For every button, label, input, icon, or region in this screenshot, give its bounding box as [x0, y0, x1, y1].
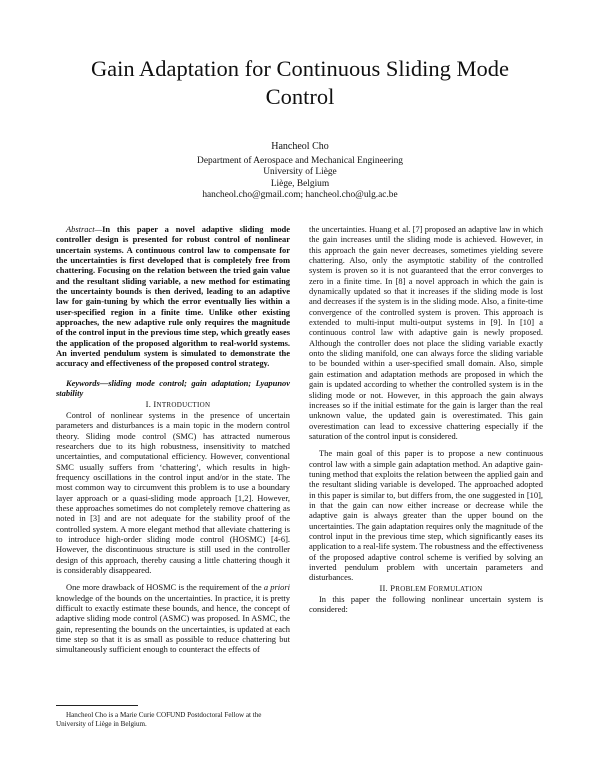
left-column — [56, 224, 290, 655]
keywords: Keywords—sliding mode control; gain adaptation; Lyapunov stability — [56, 377, 290, 399]
abstract-label: Abstract— — [66, 224, 103, 234]
intro-paragraph-2: One more drawback of HOSMC is the requirement of the a priori knowledge of the bounds on the uncertainties. In practice, it is pretty difficult to exactly estimate these bounds, and hence, the concept of adaptive sliding mode control (ASMC) was proposed. In ASMC, the gain, representing the bounds on the uncertainties, is updated at each time step so that it is as small as possible to reduce chattering but simultaneously sufficient enough to counteract the effects of — [56, 582, 290, 655]
footnote: Hancheol Cho is a Marie Curie COFUND Postdoctoral Fellow at the University of Liège in Belgium. — [56, 711, 262, 728]
author-emails: hancheol.cho@gmail.com; hancheol.cho@ulg.ac.be — [202, 190, 398, 201]
intro-paragraph-1: Control of nonlinear systems in the presence of uncertain parameters and disturbances is a main topic in the modern control theory. Sliding mode control (SMC) has attracted numerous researchers due to its high robustness, insensitivity to matched uncertainties, and computational efficiency. However, conventional SMC usually suffers from ‘chattering’, which results in high-frequency oscillations in the control input and/or in the state. The most common way to circumvent this problem is to use a boundary layer approach or a quasi-sliding mode approach [1,2]. However, these approaches sometimes do not completely remove chattering as noted in [3] and are not adequate for the stability proof of the controlled system. A more elegant method that alleviate chattering is to introduce high-order sliding mode control (HOSMC) [4-6]. However, the discontinuous structure is still used in the controller design of this approach, thereby causing a little chattering though it is considerably disappeared. — [56, 409, 290, 575]
author-location: Liège, Belgium — [270, 178, 330, 189]
author-name: Hancheol Cho — [271, 141, 329, 152]
section-heading-problem-formulation: II. PROBLEM FORMULATION — [379, 582, 483, 593]
section-heading-introduction: I. INTRODUCTION — [145, 398, 211, 409]
right-column — [309, 224, 543, 615]
abstract-text: In this paper a novel adaptive sliding mode controller design is presented for robust control of nonlinear uncertain systems. A continuous control law to compensate for the uncertainties is first developed that is completely free from chattering. Focusing on the relation between the tried gain value and the resultant sliding variable, a new method for estimating the uncertainty bounds is then derived, leading to an adaptive law for gain-tuning by which the error eventually lies within a user-specified region in a finite time. Unlike other existing approaches, the new adaptive rule only requires the magnitude of the control input in the previous time step, which greatly eases the application of the proposed algorithm to real-world systems. An inverted pendulum system is simulated to demonstrate the accuracy and effectiveness of the proposed control strategy. — [56, 224, 290, 369]
author-department: Department of Aerospace and Mechanical Engineering — [197, 155, 403, 166]
paper-title — [40, 55, 560, 111]
right-paragraph-3: In this paper the following nonlinear uncertain system is considered: — [309, 594, 543, 615]
author-university: University of Liège — [263, 167, 337, 178]
title-line-2: Control — [265, 84, 335, 109]
author-block — [100, 141, 500, 202]
right-paragraph-1: the uncertainties. Huang et al. [7] proposed an adaptive law in which the gain increases until the sliding mode is achieved. However, in this approach the gain never decreases, sometimes yielding severe chattering. Also, only the asymptotic stability of the controlled system is proven so it is not guaranteed that the error converges to zero in a finite time. In [8] a novel approach in which the gain is dynamically updated so that it increases if the sliding mode is lost and decreases if the system is in the sliding mode. Also, a finite-time convergence of the controlled system is proven. This approach is extended to multi-input multi-output systems in [9]. In [10] a continuous control law with adaptive gain is newly proposed. Although the controller does not place the sliding variable exactly onto the sliding manifold, one can always force the sliding variable to be bounded within a user-specified small domain. Also, simple gain estimation and adaptation methods are proposed in which the gain is updated according to whether the controlled system is in the sliding mode or not. However, in this approach the gain always increases so if the initial estimate for the gain is larger than the real unknown value, the updated gain is overestimated. This gain overestimation can lead to excessive chattering especially if the saturation of the control input is considered. — [309, 224, 543, 441]
abstract — [56, 224, 290, 369]
footnote-rule — [56, 705, 138, 706]
title-line-1: Gain Adaptation for Continuous Sliding Mode — [90, 56, 510, 81]
right-paragraph-2: The main goal of this paper is to propose a new continuous control law with a simple gain adaptation method. An adaptive gain-tuning method that exploits the relation between the applied gain and the resultant sliding variable is developed. The approached adopted in this paper is similar to, but differs from, the one suggested in [10], in that the gain can now either increase or decrease while the adaptive gain is always greater than the upper bound on the uncertainties. The gain adaptation requires only the magnitude of the control input in the previous time step, which significantly eases its application to a real-life system. The robustness and the effectiveness of the proposed adaptive control scheme is verified by solving an inverted pendulum problem with uncertain parameters and disturbances. — [309, 448, 543, 583]
